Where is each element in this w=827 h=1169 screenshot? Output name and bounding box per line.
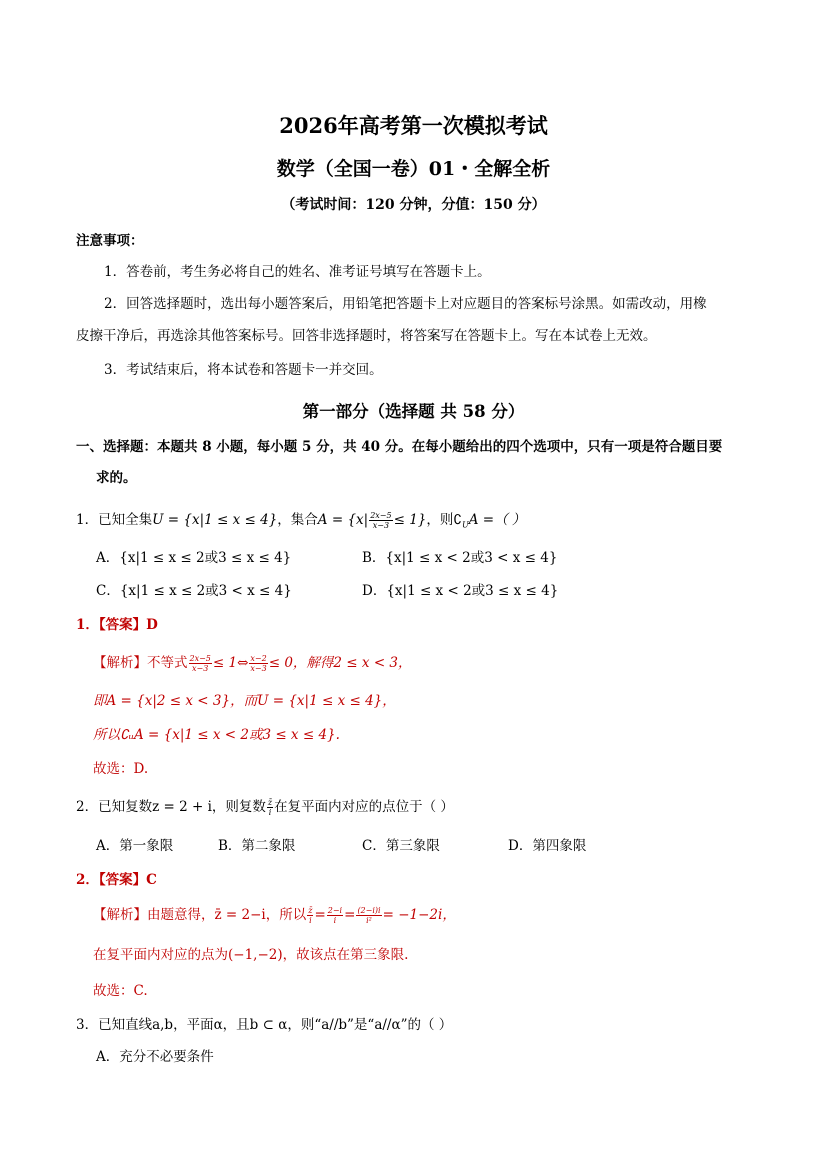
q3-stem: 3．已知直线a,b，平面α，且b ⊂ α，则“a//b”是“a//α”的（ ）	[76, 1017, 453, 1033]
q2-option-b: B．第二象限	[218, 838, 296, 854]
q2-option-a: A．第一象限	[96, 838, 174, 854]
q2-option-c: C．第三象限	[362, 838, 440, 854]
q2-option-d: D．第四象限	[508, 838, 587, 854]
q2-answer: 2．【答案】C	[76, 872, 157, 888]
notice-item-1: 1．答卷前，考生务必将自己的姓名、准考证号填写在答题卡上。	[104, 264, 491, 280]
q2-analysis: 【解析】由题意得，z̄ = 2−i，所以 $\frac{z̄}{i}$ = $\frac{2-i}{i}$ = $\frac{(2-i)i}{\text{i²}}$ = −1−2i，	[93, 906, 456, 925]
q1-option-c: C．{x|1 ≤ x ≤ 2或3 < x ≤ 4}	[96, 583, 292, 599]
q1-analysis: 【解析】不等式 $\frac{2x-5}{x-3}$ ≤ 1⇔ $\frac{x-2}{x-3}$ ≤ 0，解得2 ≤ x < 3，	[93, 654, 412, 673]
q1-option-b: B．{x|1 ≤ x < 2或3 < x ≤ 4}	[362, 550, 558, 566]
notice-heading: 注意事项：	[76, 233, 144, 249]
exam-info: （考试时间：120 分钟，分值：150 分）	[281, 197, 546, 213]
q1-answer: 1．【答案】D	[76, 617, 158, 633]
notice-item-3: 3．考试结束后，将本试卷和答题卡一并交回。	[104, 362, 383, 378]
q2-stem: 2．已知复数z = 2 + i，则复数 $\frac{z̄}{i}$ 在复平面内对应的点位于（ ）	[76, 798, 454, 817]
section-heading: 第一部分（选择题 共 58 分）	[302, 402, 525, 421]
section-instruction: 一、选择题：本题共 8 小题，每小题 5 分，共 40 分。在每小题给出的四个选项中，只有一项是符合题目要	[76, 439, 723, 455]
q3-option-a: A．充分不必要条件	[96, 1049, 214, 1065]
q1-option-a: A．{x|1 ≤ x ≤ 2或3 ≤ x ≤ 4}	[96, 550, 292, 566]
section-instruction-cont: 求的。	[96, 470, 137, 486]
page-title: 2026年高考第一次模拟考试	[279, 113, 548, 138]
notice-item-2-cont: 皮擦干净后，再选涂其他答案标号。回答非选择题时，将答案写在答题卡上。写在本试卷上无效。	[76, 328, 657, 344]
q1-analysis-line2: 即A = {x|2 ≤ x < 3}，而U = {x|1 ≤ x ≤ 4}，	[93, 693, 396, 709]
q1-analysis-line3: 所以∁ᵤA = {x|1 ≤ x < 2或3 ≤ x ≤ 4}.	[93, 727, 340, 743]
q1-stem: 1．已知全集U = {x|1 ≤ x ≤ 4}，集合A = {x| $\frac{2x-5}{x-3}$ ≤ 1}，则$∁_UA$ =（ ）	[76, 511, 526, 530]
page-subtitle: 数学（全国一卷）01・全解全析	[276, 158, 551, 180]
q2-analysis-line2: 在复平面内对应的点为(−1,−2)，故该点在第三象限.	[93, 947, 409, 963]
q1-option-d: D．{x|1 ≤ x < 2或3 ≤ x ≤ 4}	[362, 583, 559, 599]
q2-analysis-line3: 故选：C.	[93, 983, 148, 999]
q1-fraction: $\frac{2x-5}{x-3}$	[370, 511, 392, 530]
notice-item-2: 2．回答选择题时，选出每小题答案后，用铅笔把答题卡上对应题目的答案标号涂黑。如需改动，用橡	[104, 296, 707, 312]
q1-analysis-line4: 故选：D.	[93, 761, 149, 777]
